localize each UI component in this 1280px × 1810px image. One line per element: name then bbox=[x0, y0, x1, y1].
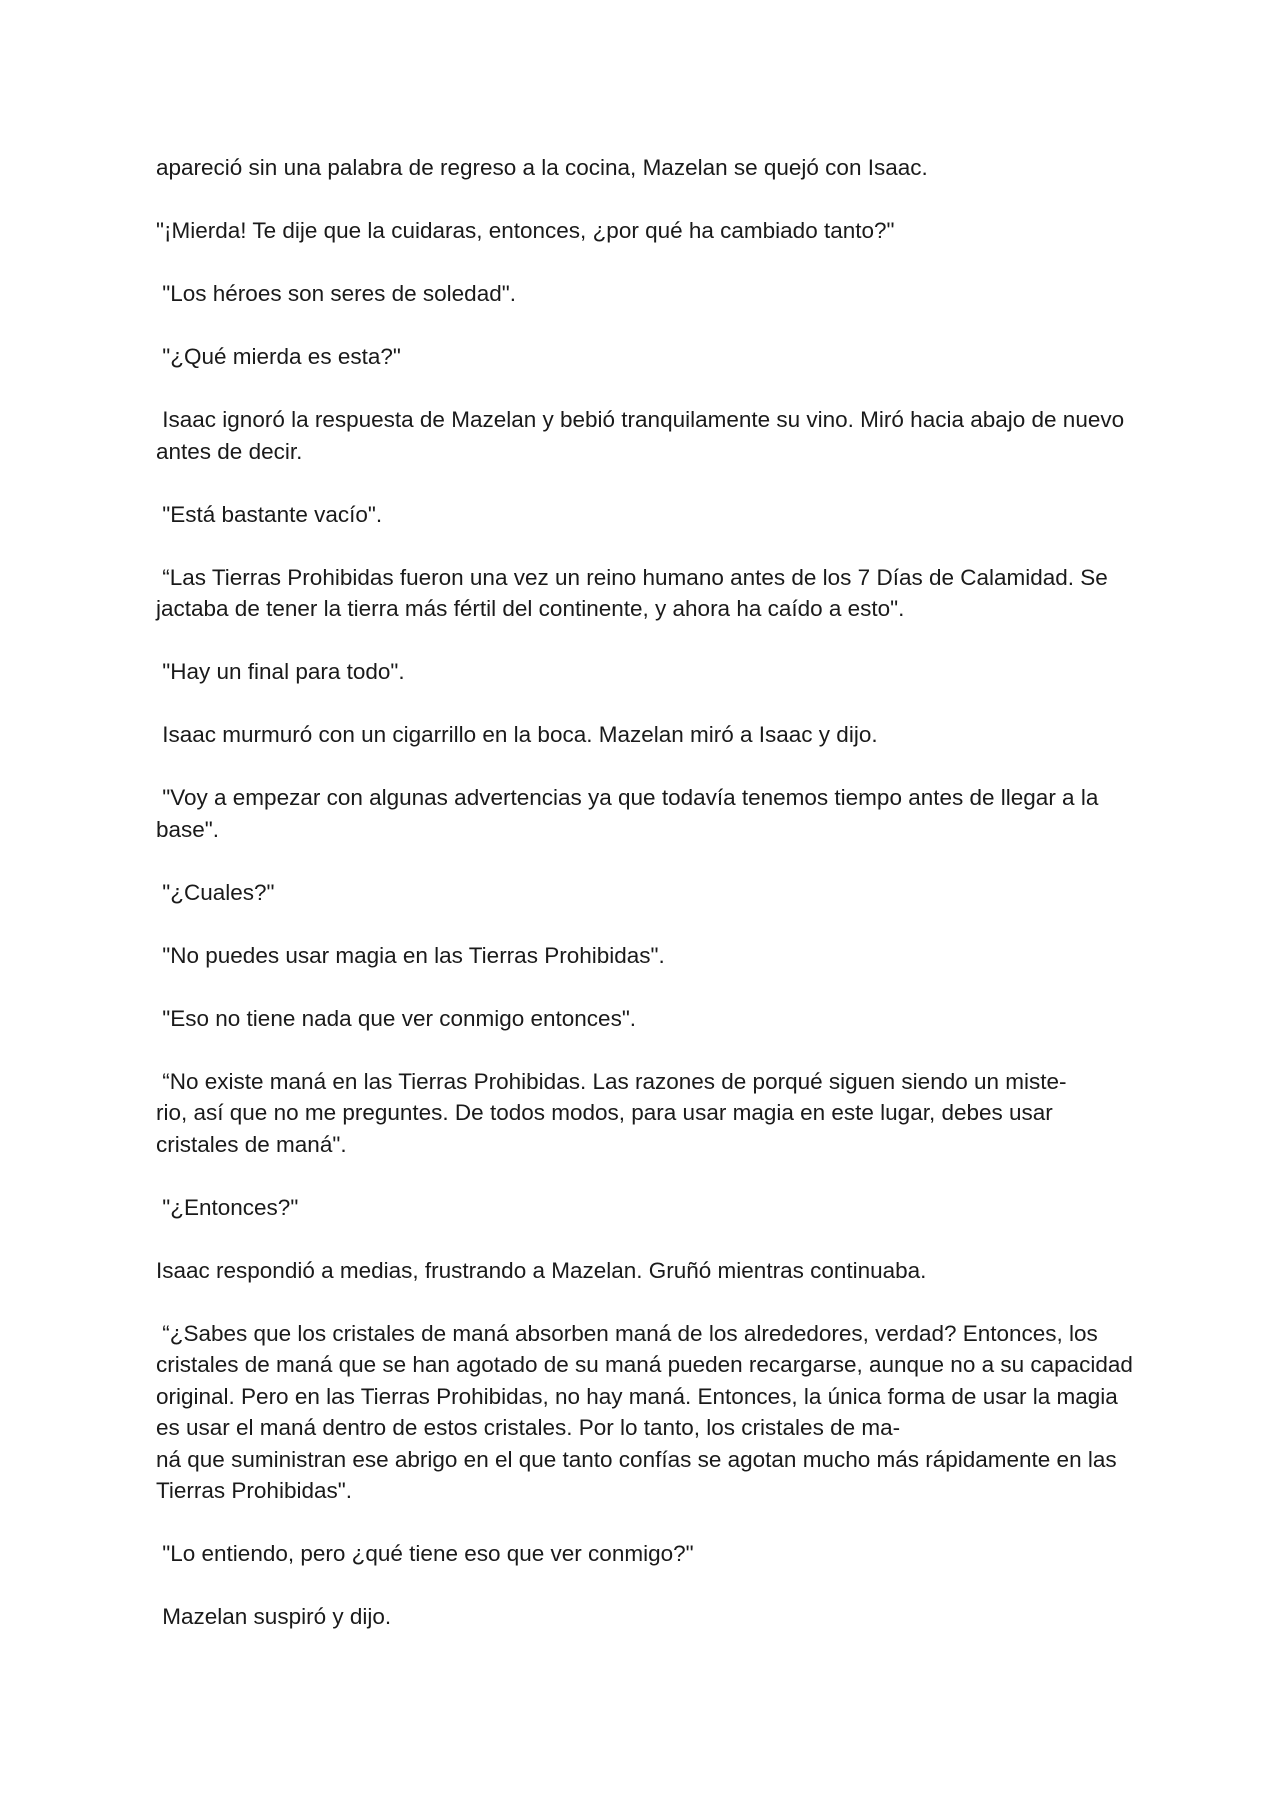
paragraph: Isaac ignoró la respuesta de Mazelan y bebió tranquilamente su vino. Miró hacia abajo de nuevo antes de decir. bbox=[156, 407, 1131, 464]
document-body bbox=[156, 152, 1136, 1664]
paragraph: "¡Mierda! Te dije que la cuidaras, entonces, ¿por qué ha cambiado tanto?" bbox=[156, 218, 895, 243]
paragraph: "Voy a empezar con algunas advertencias ya que todavía tenemos tiempo antes de llegar a la base". bbox=[156, 785, 1105, 842]
paragraph: Isaac respondió a medias, frustrando a Mazelan. Gruñó mientras continuaba. bbox=[156, 1257, 927, 1283]
paragraph: "¿Entonces?" bbox=[156, 1194, 299, 1220]
paragraph: "¿Cuales?" bbox=[156, 879, 275, 905]
paragraph: “¿Sabes que los cristales de maná absorben maná de los alrededores, verdad? Entonces, los cristales de maná que se han agotado de su maná pueden recargarse, aunque no a su capacidad original. Pero en las Tierras Prohibidas, no hay maná. Entonces, la única forma de usar la magia es usar el maná dentro de estos cristales. Por lo tanto, los cristales de ma- ná que suministran ese abrigo en el que tanto confías se agotan mucho más rápidamente en las Tierras Prohibidas". bbox=[156, 1320, 1133, 1503]
paragraph: "Los héroes son seres de soledad". bbox=[156, 281, 516, 306]
paragraph: Isaac murmuró con un cigarrillo en la boca. Mazelan miró a Isaac y dijo. bbox=[156, 722, 878, 747]
paragraph: "Está bastante vacío". bbox=[156, 501, 383, 527]
paragraph: apareció sin una palabra de regreso a la cocina, Mazelan se quejó con Isaac. bbox=[156, 155, 928, 180]
paragraph: "Lo entiendo, pero ¿qué tiene eso que ver conmigo?" bbox=[156, 1541, 694, 1566]
paragraph: “Las Tierras Prohibidas fueron una vez un reino humano antes de los 7 Días de Calamidad. Se jactaba de tener la tierra más fértil del continente, y ahora ha caído a esto". bbox=[156, 564, 1115, 621]
paragraph: “No existe maná en las Tierras Prohibidas. Las razones de porqué siguen siendo un miste- rio, así que no me preguntes. De todos modos, para usar magia en este lugar, debes usar cristales de maná". bbox=[156, 1068, 1067, 1157]
paragraph: "¿Qué mierda es esta?" bbox=[156, 344, 401, 369]
paragraph: "Hay un final para todo". bbox=[156, 659, 405, 684]
paragraph: "No puedes usar magia en las Tierras Prohibidas". bbox=[156, 942, 665, 968]
paragraph: Mazelan suspiró y dijo. bbox=[156, 1604, 392, 1629]
paragraph: "Eso no tiene nada que ver conmigo entonces". bbox=[156, 1005, 637, 1031]
